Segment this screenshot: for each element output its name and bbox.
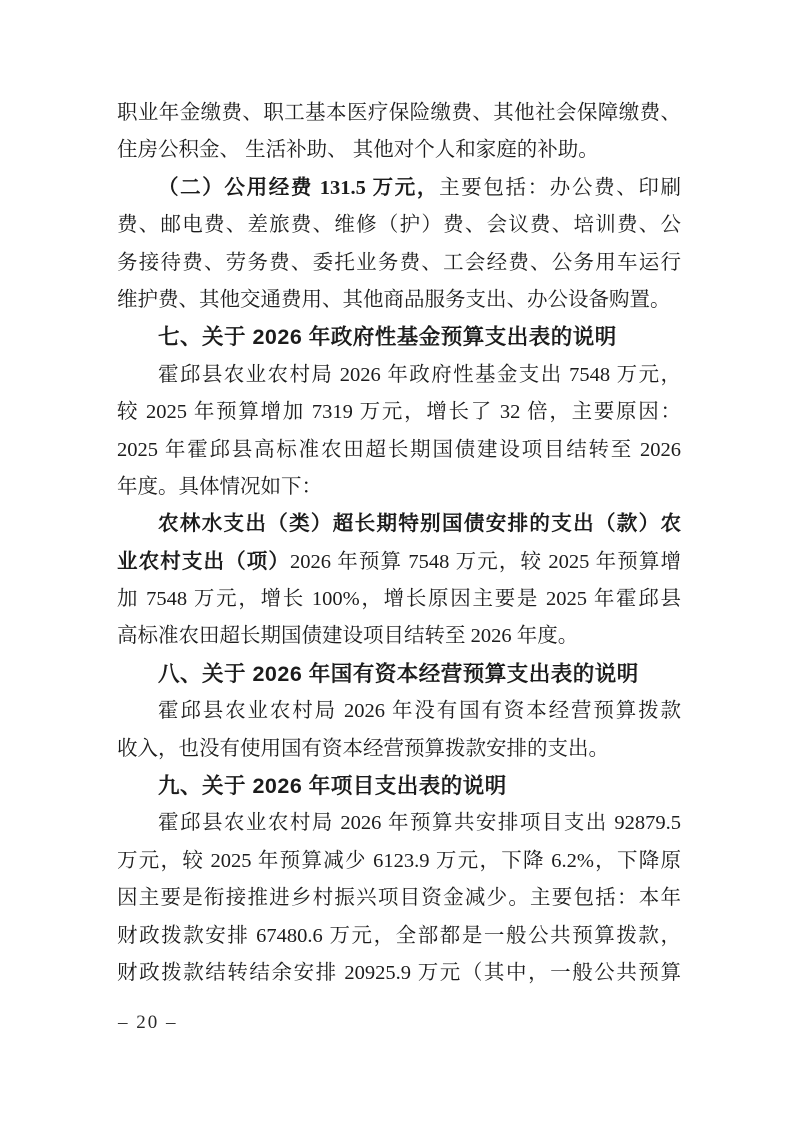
text-segment: 住房公积金、 生活补助、 其他对个人和家庭的补助。 <box>117 139 599 162</box>
text-segment: 主要包括：办公费、印刷 <box>439 176 681 199</box>
bold-text-segment: （二）公用经费 131.5 万元， <box>158 176 440 199</box>
doc-line <box>117 357 681 394</box>
text-segment: 维护费、其他交通费用、其他商品服务支出、办公设备购置。 <box>117 288 671 311</box>
text-segment: 费、邮电费、差旅费、维修（护）费、会议费、培训费、公 <box>117 214 681 237</box>
doc-line <box>117 170 681 207</box>
doc-line <box>117 805 681 842</box>
bold-text-segment: 九、关于 2026 年项目支出表的说明 <box>158 774 507 799</box>
doc-line <box>117 506 681 543</box>
text-segment: 年度。具体情况如下： <box>117 475 322 498</box>
text-segment: 财政拨款结转结余安排 20925.9 万元（其中，一般公共预算 <box>117 961 681 984</box>
bold-text-segment: 农林水支出（类）超长期特别国债安排的支出（款）农 <box>158 513 681 536</box>
doc-line <box>117 955 681 992</box>
doc-line <box>117 132 681 169</box>
text-segment: 万元，较 2025 年预算减少 6123.9 万元，下降 6.2%，下降原 <box>117 849 681 872</box>
section-heading <box>117 319 681 356</box>
doc-line <box>117 880 681 917</box>
bold-text-segment: 八、关于 2026 年国有资本经营预算支出表的说明 <box>158 661 639 686</box>
text-segment: 务接待费、劳务费、委托业务费、工会经费、公务用车运行 <box>117 251 681 274</box>
doc-line <box>117 918 681 955</box>
doc-line <box>117 282 681 319</box>
text-segment: 2026 年预算 7548 万元，较 2025 年预算增 <box>290 550 681 573</box>
doc-line <box>117 469 681 506</box>
text-segment: 职业年金缴费、职工基本医疗保险缴费、其他社会保障缴费、 <box>117 102 681 124</box>
doc-line <box>117 581 681 618</box>
doc-line <box>117 432 681 469</box>
section-heading <box>117 768 681 805</box>
text-segment: 霍邱县农业农村局 2026 年政府性基金支出 7548 万元， <box>158 363 681 386</box>
doc-line <box>117 843 681 880</box>
text-segment: 财政拨款安排 67480.6 万元，全部都是一般公共预算拨款， <box>117 924 681 947</box>
doc-line <box>117 394 681 431</box>
doc-line <box>117 95 681 132</box>
doc-line <box>117 693 681 730</box>
bold-text-segment: 业农村支出（项） <box>117 550 290 573</box>
text-segment: 收入，也没有使用国有资本经营预算拨款安排的支出。 <box>117 737 609 760</box>
doc-line <box>117 731 681 768</box>
text-segment: 霍邱县农业农村局 2026 年没有国有资本经营预算拨款 <box>158 700 681 723</box>
document-body <box>117 95 681 992</box>
doc-line <box>117 618 681 655</box>
doc-line <box>117 544 681 581</box>
text-segment: 加 7548 万元，增长 100%，增长原因主要是 2025 年霍邱县 <box>117 588 681 611</box>
text-segment: 较 2025 年预算增加 7319 万元，增长了 32 倍，主要原因： <box>117 401 681 424</box>
text-segment: 2025 年霍邱县高标准农田超长期国债建设项目结转至 2026 <box>117 438 681 461</box>
text-segment: 因主要是衔接推进乡村振兴项目资金减少。主要包括：本年 <box>117 887 681 910</box>
doc-line <box>117 207 681 244</box>
bold-text-segment: 七、关于 2026 年政府性基金预算支出表的说明 <box>158 325 617 350</box>
text-segment: 霍邱县农业农村局 2026 年预算共安排项目支出 92879.5 <box>158 812 681 835</box>
page-number: – 20 – <box>118 1012 178 1033</box>
doc-line <box>117 245 681 282</box>
section-heading <box>117 656 681 693</box>
text-segment: 高标准农田超长期国债建设项目结转至 2026 年度。 <box>117 625 579 648</box>
